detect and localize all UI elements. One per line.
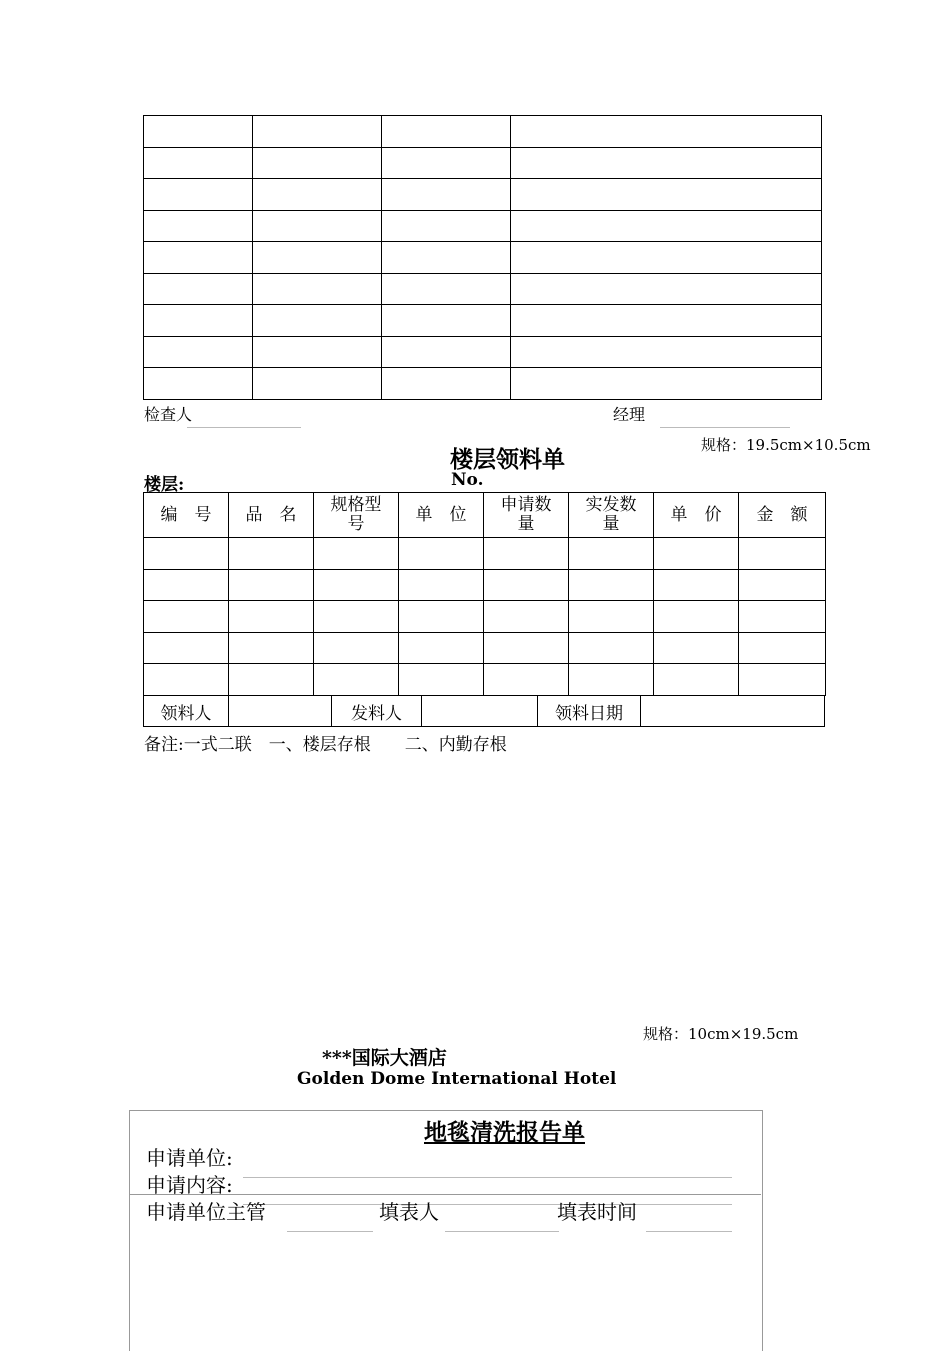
inspector-signature-line[interactable] <box>187 427 301 428</box>
requisition-cell[interactable] <box>144 601 229 633</box>
inspection-row <box>144 368 822 400</box>
inspection-cell[interactable] <box>253 147 382 179</box>
requisition-cell[interactable] <box>399 569 484 601</box>
requisition-cell[interactable] <box>229 569 314 601</box>
requisition-cell[interactable] <box>569 632 654 664</box>
col-header-amount: 金 额 <box>739 493 826 538</box>
requisition-table <box>143 492 826 696</box>
requisition-cell[interactable] <box>654 601 739 633</box>
hotel-name-cn: ***国际大酒店 <box>322 1047 447 1069</box>
inspection-cell[interactable] <box>144 242 253 274</box>
request-content-line[interactable] <box>243 1204 732 1205</box>
col-header-unit: 单 位 <box>399 493 484 538</box>
unit-supervisor-line[interactable] <box>287 1231 373 1232</box>
inspection-cell[interactable] <box>382 116 511 148</box>
requisition-cell[interactable] <box>739 664 826 696</box>
requisition-cell[interactable] <box>654 569 739 601</box>
inspection-cell[interactable] <box>382 305 511 337</box>
inspection-row <box>144 210 822 242</box>
inspection-cell[interactable] <box>511 147 822 179</box>
requisition-cell[interactable] <box>739 569 826 601</box>
requisition-title: 楼层领料单 <box>450 446 565 473</box>
requisition-cell[interactable] <box>399 601 484 633</box>
inspection-grid <box>143 115 822 400</box>
requisition-row <box>144 538 826 570</box>
requisition-cell[interactable] <box>739 601 826 633</box>
inspection-cell[interactable] <box>382 242 511 274</box>
inspection-cell[interactable] <box>382 147 511 179</box>
requisition-cell[interactable] <box>314 664 399 696</box>
requisition-cell[interactable] <box>229 632 314 664</box>
requisition-cell[interactable] <box>399 538 484 570</box>
col-header-item-name: 品 名 <box>229 493 314 538</box>
receive-date-label: 领料日期 <box>538 696 641 727</box>
requisition-cell[interactable] <box>314 569 399 601</box>
requisition-spec: 规格：19.5cm×10.5cm <box>701 436 871 454</box>
inspection-cell[interactable] <box>382 273 511 305</box>
inspection-cell[interactable] <box>144 179 253 211</box>
requisition-row <box>144 569 826 601</box>
requisition-cell[interactable] <box>144 632 229 664</box>
receiver-label: 领料人 <box>144 696 229 727</box>
col-header-number: 编 号 <box>144 493 229 538</box>
inspection-cell[interactable] <box>253 242 382 274</box>
inspection-cell[interactable] <box>511 336 822 368</box>
requisition-footer-row <box>144 696 825 727</box>
requisition-cell[interactable] <box>739 632 826 664</box>
carpet-report-title: 地毯清洗报告单 <box>424 1119 585 1146</box>
requisition-cell[interactable] <box>144 538 229 570</box>
requisition-cell[interactable] <box>144 569 229 601</box>
requisition-cell[interactable] <box>484 569 569 601</box>
inspection-cell[interactable] <box>253 368 382 400</box>
number-label: No. <box>451 470 484 490</box>
inspection-row <box>144 147 822 179</box>
requisition-cell[interactable] <box>229 664 314 696</box>
inspection-cell[interactable] <box>382 368 511 400</box>
inspection-row <box>144 116 822 148</box>
carpet-report-spec: 规格：10cm×19.5cm <box>643 1025 799 1043</box>
inspector-label: 检查人 <box>144 405 193 424</box>
applicant-unit-label: 申请单位: <box>146 1146 233 1170</box>
requisition-cell[interactable] <box>399 664 484 696</box>
requisition-cell[interactable] <box>229 538 314 570</box>
requisition-row <box>144 664 826 696</box>
inspection-cell[interactable] <box>511 305 822 337</box>
inspection-cell[interactable] <box>253 336 382 368</box>
fill-time-label: 填表时间 <box>557 1200 637 1224</box>
inspection-cell[interactable] <box>382 336 511 368</box>
requisition-cell[interactable] <box>484 664 569 696</box>
col-header-spec-model: 规格型号 <box>314 493 399 538</box>
inspection-cell[interactable] <box>253 305 382 337</box>
receiver-field[interactable] <box>229 696 332 727</box>
requisition-header-row <box>144 493 826 538</box>
receive-date-field[interactable] <box>641 696 825 727</box>
requisition-cell[interactable] <box>484 538 569 570</box>
requisition-cell[interactable] <box>569 601 654 633</box>
requisition-cell[interactable] <box>314 601 399 633</box>
requisition-cell[interactable] <box>739 538 826 570</box>
inspection-cell[interactable] <box>144 368 253 400</box>
inspection-cell[interactable] <box>253 179 382 211</box>
requisition-note: 备注:一式二联 一、楼层存根 二、内勤存根 <box>144 735 507 755</box>
inspection-cell[interactable] <box>511 273 822 305</box>
inspection-cell[interactable] <box>144 305 253 337</box>
hotel-name-en: Golden Dome International Hotel <box>297 1069 617 1089</box>
request-content-label: 申请内容: <box>146 1173 233 1197</box>
manager-label: 经理 <box>613 405 646 424</box>
inspection-row <box>144 305 822 337</box>
applicant-unit-line[interactable] <box>243 1177 732 1178</box>
inspection-cell[interactable] <box>511 116 822 148</box>
inspection-cell[interactable] <box>382 179 511 211</box>
fill-time-line[interactable] <box>646 1231 732 1232</box>
requisition-cell[interactable] <box>314 538 399 570</box>
inspection-cell[interactable] <box>253 116 382 148</box>
filler-label: 填表人 <box>379 1200 439 1224</box>
inspection-cell[interactable] <box>144 210 253 242</box>
col-header-issued-qty: 实发数量 <box>569 493 654 538</box>
inspection-row <box>144 242 822 274</box>
requisition-cell[interactable] <box>314 632 399 664</box>
unit-supervisor-label: 申请单位主管 <box>146 1200 266 1224</box>
inspection-cell[interactable] <box>511 242 822 274</box>
inspection-cell[interactable] <box>144 336 253 368</box>
requisition-row <box>144 632 826 664</box>
section-divider <box>129 1194 761 1195</box>
inspection-row <box>144 336 822 368</box>
floor-label: 楼层: <box>144 475 185 495</box>
manager-signature-line[interactable] <box>660 427 790 428</box>
inspection-cell[interactable] <box>144 116 253 148</box>
requisition-cell[interactable] <box>399 632 484 664</box>
col-header-unit-price: 单 价 <box>654 493 739 538</box>
requisition-footer-table <box>143 695 825 727</box>
issuer-label: 发料人 <box>332 696 422 727</box>
inspection-cell[interactable] <box>511 210 822 242</box>
inspection-row <box>144 179 822 211</box>
inspection-cell[interactable] <box>144 147 253 179</box>
inspection-cell[interactable] <box>253 273 382 305</box>
requisition-cell[interactable] <box>654 664 739 696</box>
inspection-cell[interactable] <box>511 179 822 211</box>
requisition-cell[interactable] <box>484 632 569 664</box>
inspection-cell[interactable] <box>253 210 382 242</box>
filler-line[interactable] <box>445 1231 559 1232</box>
inspection-cell[interactable] <box>511 368 822 400</box>
inspection-cell[interactable] <box>382 210 511 242</box>
requisition-cell[interactable] <box>144 664 229 696</box>
inspection-row <box>144 273 822 305</box>
requisition-cell[interactable] <box>654 538 739 570</box>
issuer-field[interactable] <box>422 696 538 727</box>
col-header-requested-qty: 申请数量 <box>484 493 569 538</box>
requisition-cell[interactable] <box>569 538 654 570</box>
requisition-cell[interactable] <box>484 601 569 633</box>
requisition-cell[interactable] <box>654 632 739 664</box>
requisition-cell[interactable] <box>569 664 654 696</box>
requisition-row <box>144 601 826 633</box>
inspection-cell[interactable] <box>144 273 253 305</box>
requisition-cell[interactable] <box>229 601 314 633</box>
requisition-cell[interactable] <box>569 569 654 601</box>
